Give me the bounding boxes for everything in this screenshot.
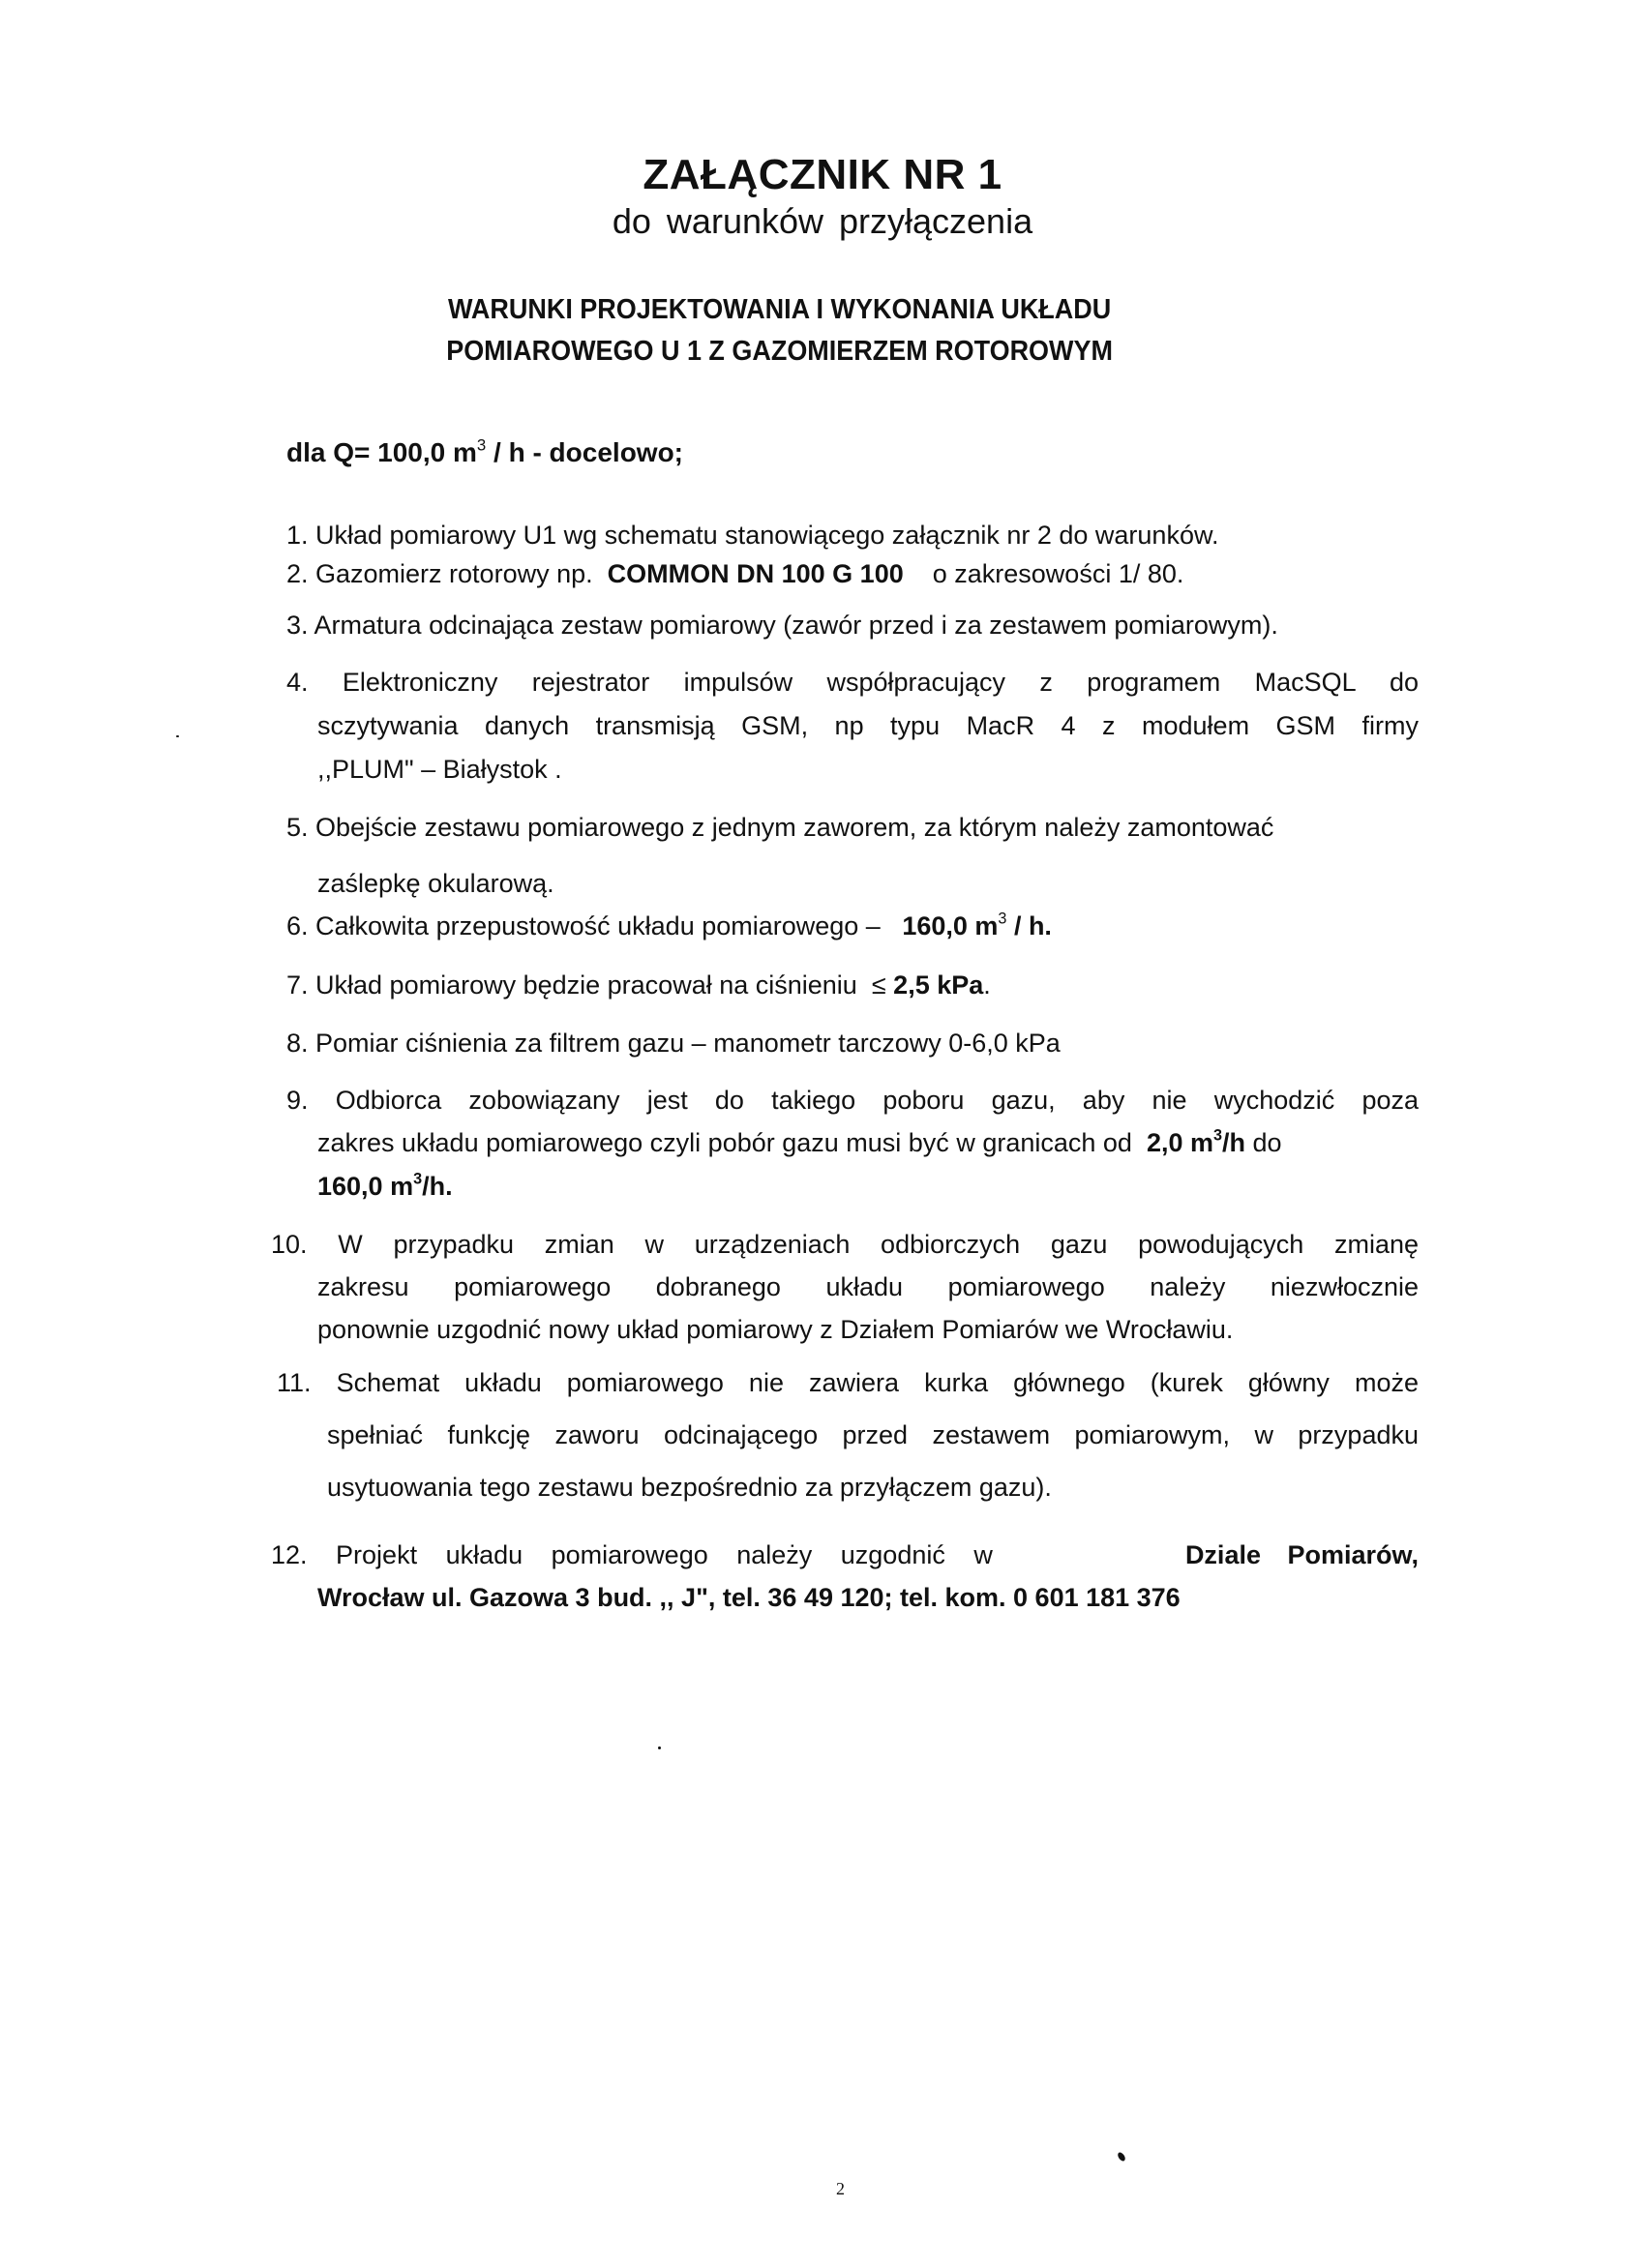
item-7-end: . (983, 970, 991, 1000)
section-heading-line-2: POMIAROWEGO U 1 Z GAZOMIERZEM ROTOROWYM (446, 336, 1113, 367)
document-subtitle: do warunków przyłączenia (612, 201, 1033, 241)
list-item-9-line-2 (317, 1128, 1421, 1158)
item-9-text: zakres układu pomiarowego czyli pobór gazu musi być w granicach od (317, 1128, 1132, 1157)
list-item-11-line-1: 11. Schemat układu pomiarowego nie zawiera kurka głównego (kurek główny może (277, 1368, 1419, 1397)
item-6-superscript: 3 (998, 910, 1007, 928)
list-item-4-line-1: 4. Elektroniczny rejestrator impulsów współpracujący z programem MacSQL do (286, 668, 1419, 697)
item-7-text: 7. Układ pomiarowy będzie pracował na ciśnieniu (286, 970, 857, 1000)
list-item-5-line-2: zaślepkę okularową. (317, 869, 554, 898)
list-item-9-line-1: 9. Odbiorca zobowiązany jest do takiego poboru gazu, aby nie wychodzić poza (286, 1086, 1419, 1115)
item-2-meter-model: COMMON DN 100 G 100 (607, 559, 904, 588)
item-12-address: Wrocław ul. Gazowa 3 bud. ,, J", tel. 36 49 120; tel. kom. 0 601 181 376 (317, 1583, 1181, 1612)
list-item-10-line-3: ponownie uzgodnić nowy układ pomiarowy z Działem Pomiarów we Wrocławiu. (317, 1315, 1234, 1344)
item-2-text: 2. Gazomierz rotorowy np. (286, 559, 593, 588)
flow-prefix: dla Q= 100,0 m (286, 437, 477, 467)
item-12-text: 12. Projekt układu pomiarowego należy uzgodnić w (271, 1540, 993, 1569)
item-6-unit: / h. (1006, 911, 1052, 940)
flow-superscript: 3 (476, 435, 487, 455)
page-number: 2 (836, 2179, 845, 2198)
list-item-6 (286, 911, 1052, 941)
scan-speck (658, 1746, 661, 1749)
list-item-3: 3. Armatura odcinająca zestaw pomiarowy (zawór przed i za zestawem pomiarowym). (286, 611, 1278, 640)
list-item-5-line-1: 5. Obejście zestawu pomiarowego z jednym zaworem, za którym należy zamontować (286, 813, 1274, 842)
document-title: ZAŁĄCZNIK NR 1 (643, 151, 1002, 198)
list-item-10-line-1: 10. W przypadku zmian w urządzeniach odbiorczych gazu powodujących zmianę (271, 1230, 1419, 1259)
list-item-12-line-2 (317, 1583, 1181, 1613)
item-12-department: Dziale Pomiarów, (1184, 1540, 1419, 1569)
item-9-min-flow: 2,0 m (1146, 1128, 1213, 1157)
item-9-max-flow: 160,0 m (317, 1172, 414, 1201)
list-item-1: 1. Układ pomiarowy U1 wg schematu stanowiącego załącznik nr 2 do warunków. (286, 521, 1219, 550)
list-item-11-line-2: spełniać funkcję zaworu odcinającego przed zestawem pomiarowym, w przypadku (327, 1420, 1419, 1449)
list-item-9-line-3 (317, 1172, 453, 1202)
item-6-capacity: 160,0 m (902, 911, 999, 940)
item-9-min-superscript: 3 (1212, 1126, 1222, 1145)
item-9-to: do (1252, 1128, 1282, 1157)
item-6-text: 6. Całkowita przepustowość układu pomiarowego – (286, 911, 881, 940)
list-item-10-line-2: zakresu pomiarowego dobranego układu pomiarowego należy niezwłocznie (317, 1272, 1419, 1301)
list-item-7 (286, 970, 991, 1000)
item-9-min-unit: /h (1222, 1128, 1245, 1157)
item-9-max-superscript: 3 (413, 1170, 423, 1188)
item-7-pressure: 2,5 kPa (893, 970, 984, 1000)
item-9-max-unit: /h. (422, 1172, 453, 1201)
list-item-12-line-1 (271, 1540, 1419, 1570)
list-item-11-line-3: usytuowania tego zestawu bezpośrednio za przyłączem gazu). (327, 1473, 1052, 1502)
flow-suffix: / h - docelowo; (486, 437, 683, 467)
scan-speck (1117, 2151, 1127, 2163)
list-item-4-line-3: ,,PLUM" – Białystok . (317, 755, 562, 784)
flow-rate-line (286, 437, 683, 468)
section-heading-line-1: WARUNKI PROJEKTOWANIA I WYKONANIA UKŁADU (447, 294, 1112, 325)
item-7-symbol: ≤ (871, 970, 886, 1000)
scan-speck (176, 735, 179, 737)
list-item-2 (286, 559, 1183, 589)
list-item-8: 8. Pomiar ciśnienia za filtrem gazu – manometr tarczowy 0-6,0 kPa (286, 1029, 1061, 1058)
item-2-range: o zakresowości 1/ 80. (932, 559, 1184, 588)
list-item-4-line-2: sczytywania danych transmisją GSM, np typu MacR 4 z modułem GSM firmy (317, 711, 1419, 740)
